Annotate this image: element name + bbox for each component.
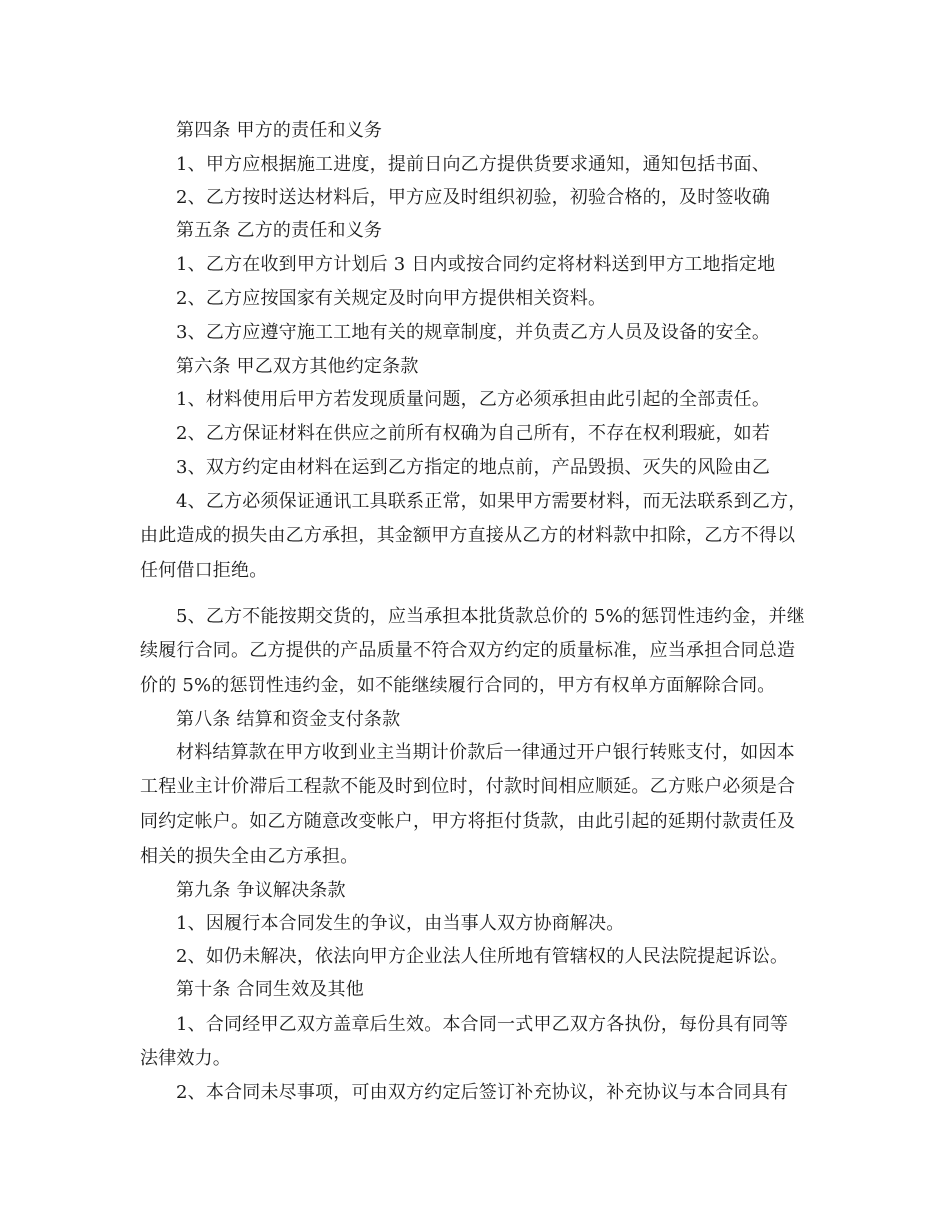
article-6-clause-5-line-2: 续履行合同。乙方提供的产品质量不符合双方约定的质量标准，应当承担合同总造	[140, 640, 796, 661]
article-4-clause-1: 1、甲方应根据施工进度，提前日向乙方提供货要求通知，通知包括书面、	[176, 154, 771, 175]
article-5-clause-1: 1、乙方在收到甲方计划后 3 日内或按合同约定将材料送到甲方工地指定地	[176, 254, 776, 275]
article-6-clause-1: 1、材料使用后甲方若发现质量问题，乙方必须承担由此引起的全部责任。	[176, 389, 771, 410]
article-5-clause-2: 2、乙方应按国家有关规定及时向甲方提供相关资料。	[176, 288, 607, 309]
article-4-heading: 第四条 甲方的责任和义务	[176, 120, 383, 141]
article-6-clause-4-line-2: 由此造成的损失由乙方承担，其金额甲方直接从乙方的材料款中扣除，乙方不得以	[140, 525, 796, 546]
article-10-clause-2-line-1: 2、本合同未尽事项，可由双方约定后签订补充协议，补充协议与本合同具有	[176, 1082, 789, 1103]
article-8-paragraph-line-3: 同约定帐户。如乙方随意改变帐户，甲方将拒付货款，由此引起的延期付款责任及	[140, 811, 796, 832]
article-6-clause-2: 2、乙方保证材料在供应之前所有权确为自己所有，不存在权利瑕疵，如若	[176, 423, 771, 444]
article-6-clause-5-line-3: 价的 5%的惩罚性违约金，如不能继续履行合同的，甲方有权单方面解除合同。	[140, 675, 776, 696]
article-8-paragraph-line-2: 工程业主计价滞后工程款不能及时到位时，付款时间相应顺延。乙方账户必须是合	[140, 776, 796, 797]
article-4-clause-2: 2、乙方按时送达材料后，甲方应及时组织初验，初验合格的，及时签收确	[176, 187, 771, 208]
article-10-heading: 第十条 合同生效及其他	[176, 979, 364, 1000]
article-6-heading: 第六条 甲乙双方其他约定条款	[176, 356, 419, 377]
article-10-clause-1-line-1: 1、合同经甲乙双方盖章后生效。本合同一式甲乙双方各执份，每份具有同等	[176, 1014, 789, 1035]
article-8-heading: 第八条 结算和资金支付条款	[176, 709, 401, 730]
article-5-clause-3: 3、乙方应遵守施工工地有关的规章制度，并负责乙方人员及设备的安全。	[176, 322, 771, 343]
article-6-clause-4-line-1: 4、乙方必须保证通讯工具联系正常，如果甲方需要材料，而无法联系到乙方，	[176, 491, 807, 512]
article-6-clause-4-line-3: 任何借口拒绝。	[140, 560, 268, 581]
article-5-heading: 第五条 乙方的责任和义务	[176, 220, 383, 241]
article-9-clause-2: 2、如仍未解决，依法向甲方企业法人住所地有管辖权的人民法院提起诉讼。	[176, 946, 789, 967]
article-6-clause-5-line-1: 5、乙方不能按期交货的，应当承担本批货款总价的 5%的惩罚性违约金，并继	[176, 606, 805, 627]
article-8-paragraph-line-1: 材料结算款在甲方收到业主当期计价款后一律通过开户银行转账支付，如因本	[176, 742, 795, 763]
article-9-clause-1: 1、因履行本合同发生的争议，由当事人双方协商解决。	[176, 913, 625, 934]
article-6-clause-3: 3、双方约定由材料在运到乙方指定的地点前，产品毁损、灭失的风险由乙	[176, 457, 771, 478]
article-9-heading: 第九条 争议解决条款	[176, 880, 346, 901]
article-8-paragraph-line-4: 相关的损失全由乙方承担。	[140, 846, 359, 867]
article-10-clause-1-line-2: 法律效力。	[140, 1048, 231, 1069]
